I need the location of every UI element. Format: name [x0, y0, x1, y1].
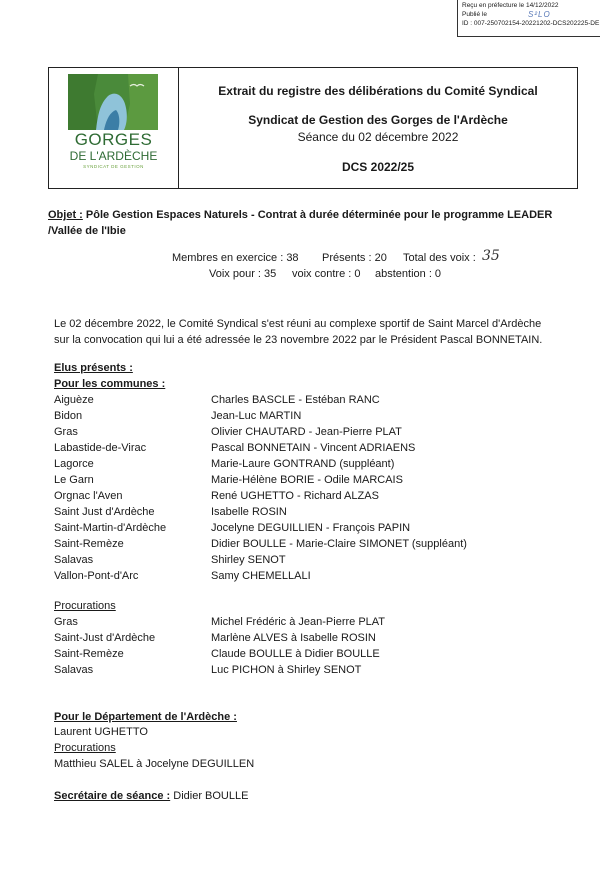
commune-delegates: René UGHETTO - Richard ALZAS	[211, 490, 379, 502]
procuration-row	[54, 648, 380, 660]
commune-delegates: Marie-Hélène BORIE - Odile MARCAIS	[211, 474, 403, 486]
organization-name: Syndicat de Gestion des Gorges de l'Ardèche	[248, 113, 508, 127]
stamp-published: Publié le	[462, 11, 487, 18]
commune-delegates: Shirley SENOT	[211, 554, 286, 566]
objet-label: Objet :	[48, 209, 83, 221]
commune-row	[54, 570, 311, 582]
procuration-commune: Saint-Just d'Ardèche	[54, 632, 156, 644]
commune-name: Gras	[54, 426, 78, 438]
session-date: Séance du 02 décembre 2022	[297, 130, 459, 144]
commune-name: Bidon	[54, 410, 83, 422]
commune-name: Lagorce	[54, 458, 94, 470]
procuration-row	[54, 616, 386, 628]
secretaire-label: Secrétaire de séance :	[54, 790, 171, 802]
secretaire-line	[54, 790, 248, 802]
departement-procurations-heading: Procurations	[54, 742, 116, 754]
commune-name: Labastide-de-Virac	[54, 442, 147, 454]
votes-against: voix contre : 0	[292, 268, 361, 280]
members-count: Membres en exercice : 38	[172, 252, 299, 264]
commune-delegates: Olivier CHAUTARD - Jean-Pierre PLAT	[211, 426, 402, 438]
commune-row	[54, 522, 411, 534]
commune-row	[54, 426, 402, 438]
commune-name: Saint-Martin-d'Ardèche	[54, 522, 167, 534]
total-votes-handwritten: 35	[482, 248, 500, 264]
commune-name: Saint-Remèze	[54, 538, 124, 550]
commune-delegates: Isabelle ROSIN	[211, 506, 287, 518]
commune-row	[54, 538, 467, 550]
commune-name: Orgnac l'Aven	[54, 490, 123, 502]
stamp-received: Reçu en préfecture le 14/12/2022	[462, 2, 559, 9]
gorges-logo-icon	[68, 74, 158, 130]
commune-row	[54, 490, 379, 502]
abstentions: abstention : 0	[375, 268, 442, 280]
commune-name: Saint Just d'Ardèche	[54, 506, 155, 518]
commune-name: Vallon-Pont-d'Arc	[54, 570, 139, 582]
departement-member: Laurent UGHETTO	[54, 726, 148, 738]
elus-heading: Elus présents :	[54, 362, 133, 374]
procuration-row	[54, 664, 362, 676]
document-header	[48, 67, 578, 189]
register-title: Extrait du registre des délibérations du Comité Syndical	[218, 84, 538, 98]
commune-name: Aiguèze	[54, 394, 94, 406]
commune-row	[54, 442, 416, 454]
commune-delegates: Samy CHEMELLALI	[211, 570, 311, 582]
procuration-detail: Michel Frédéric à Jean-Pierre PLAT	[211, 616, 386, 628]
commune-name: Le Garn	[54, 474, 94, 486]
commune-row	[54, 410, 302, 422]
procuration-detail: Luc PICHON à Shirley SENOT	[211, 664, 362, 676]
procuration-row	[54, 632, 376, 644]
secretaire-name: Didier BOULLE	[173, 790, 249, 802]
logo-line-1: GORGES	[74, 130, 153, 149]
logo	[49, 68, 179, 188]
commune-row	[54, 506, 287, 518]
commune-delegates: Marie-Laure GONTRAND (suppléant)	[211, 458, 395, 470]
commune-delegates: Didier BOULLE - Marie-Claire SIMONET (suppléant)	[211, 538, 467, 550]
departement-procuration: Matthieu SALEL à Jocelyne DEGUILLEN	[54, 758, 255, 770]
procuration-commune: Gras	[54, 616, 78, 628]
total-votes-label: Total des voix :	[403, 252, 476, 264]
commune-delegates: Jean-Luc MARTIN	[211, 410, 302, 422]
commune-delegates: Pascal BONNETAIN - Vincent ADRIAENS	[211, 442, 416, 454]
procuration-commune: Salavas	[54, 664, 94, 676]
votes-for: Voix pour : 35	[209, 268, 277, 280]
stamp-signature-mark: S²LO	[528, 10, 551, 19]
commune-delegates: Charles BASCLE - Estéban RANC	[211, 394, 380, 406]
commune-row	[54, 474, 403, 486]
prefecture-stamp	[457, 0, 600, 37]
communes-heading: Pour les communes :	[54, 378, 166, 390]
commune-row	[54, 394, 380, 406]
procuration-detail: Marlène ALVES à Isabelle ROSIN	[211, 632, 376, 644]
commune-row	[54, 458, 395, 470]
objet-text: Pôle Gestion Espaces Naturels - Contrat à durée déterminée pour le programme LEADER	[85, 209, 553, 221]
procurations-heading: Procurations	[54, 600, 116, 612]
objet-line-2: /Vallée de l'Ibie	[48, 225, 126, 237]
procuration-detail: Claude BOULLE à Didier BOULLE	[211, 648, 380, 660]
objet-line-1	[48, 209, 552, 221]
stamp-id: ID : 007-250702154-20221202-DCS202225-DE	[462, 20, 600, 27]
commune-row	[54, 554, 286, 566]
commune-delegates: Jocelyne DEGUILLIEN - François PAPIN	[211, 522, 411, 534]
present-count: Présents : 20	[322, 252, 387, 264]
deliberation-reference: DCS 2022/25	[341, 160, 415, 174]
departement-heading: Pour le Département de l'Ardèche :	[54, 711, 237, 723]
intro-line-2: sur la convocation qui lui a été adressée le 23 novembre 2022 par le Président Pascal BONNETAIN.	[54, 334, 543, 346]
commune-name: Salavas	[54, 554, 94, 566]
logo-line-3: SYNDICAT DE GESTION	[83, 164, 144, 169]
intro-line-1: Le 02 décembre 2022, le Comité Syndical s'est réuni au complexe sportif de Saint Marcel d'Ardèche	[54, 318, 542, 330]
procuration-commune: Saint-Remèze	[54, 648, 124, 660]
logo-line-2: DE L'ARDÈCHE	[69, 149, 158, 163]
